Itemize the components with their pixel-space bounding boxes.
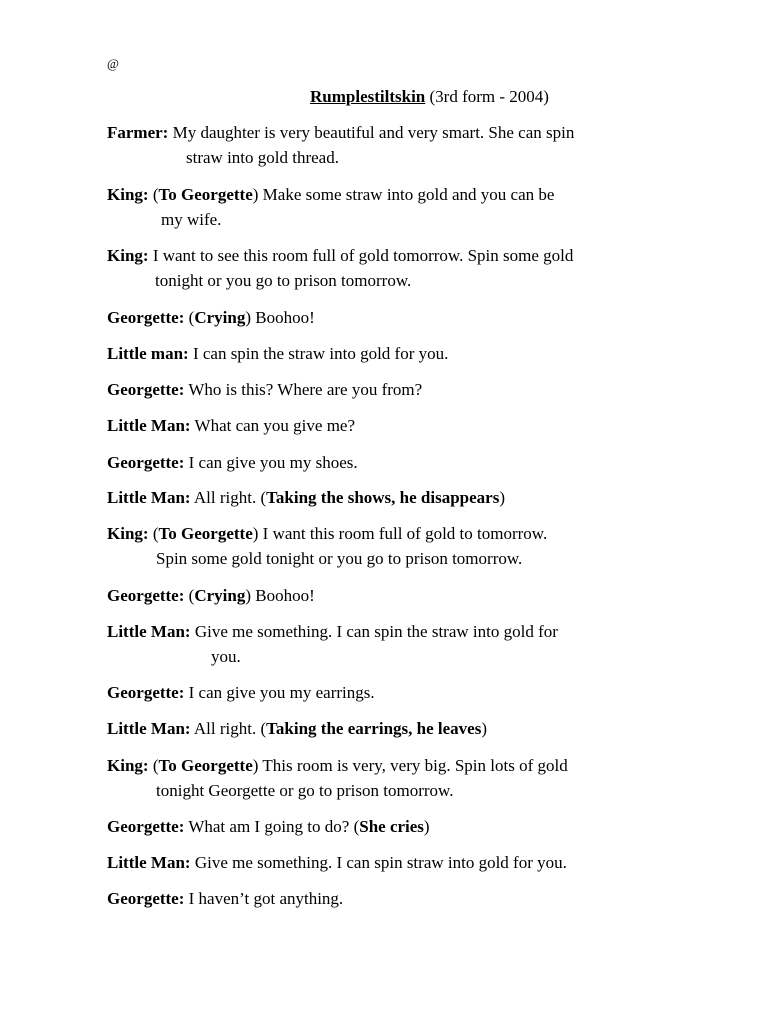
line-text: ( <box>184 308 195 327</box>
dialogue-line <box>107 853 567 873</box>
stage-direction: She cries <box>359 817 424 836</box>
dialogue-line <box>107 524 547 544</box>
line-text: My daughter is very beautiful and very smart. She can spin <box>168 123 575 142</box>
speaker-name: Little Man: <box>107 416 191 435</box>
dialogue-line <box>107 416 355 436</box>
line-continuation: my wife. <box>161 210 222 229</box>
speaker-name: Farmer: <box>107 123 169 142</box>
line-text: ) I want this room full of gold to tomorrow. <box>252 524 548 543</box>
line-continuation: straw into gold thread. <box>186 148 339 167</box>
line-text: All right. ( <box>190 488 267 507</box>
line-text: What can you give me? <box>190 416 356 435</box>
stage-direction: Taking the earrings, he leaves <box>266 719 482 738</box>
dialogue-line <box>107 622 558 642</box>
line-text: ( <box>148 524 159 543</box>
dialogue-line <box>107 719 487 739</box>
line-text: Give me something. I can spin the straw into gold for <box>190 622 558 641</box>
document-title <box>310 87 549 107</box>
line-text: ( <box>148 756 159 775</box>
line-text: ) Boohoo! <box>245 308 315 327</box>
dialogue-line <box>107 488 505 508</box>
dialogue-line <box>107 586 315 606</box>
speaker-name: Georgette: <box>107 453 185 472</box>
dialogue-line <box>107 889 343 909</box>
speaker-name: King: <box>107 756 149 775</box>
line-text: I haven’t got anything. <box>184 889 344 908</box>
line-text: I want to see this room full of gold tomorrow. Spin some gold <box>148 246 574 265</box>
dialogue-line <box>107 756 568 776</box>
speaker-name: Georgette: <box>107 308 185 327</box>
stage-direction: Taking the shows, he disappears <box>266 488 500 507</box>
dialogue-line <box>107 185 554 205</box>
line-text: ( <box>148 185 159 204</box>
dialogue-line <box>107 380 422 400</box>
stage-direction: To Georgette <box>158 756 253 775</box>
speaker-name: King: <box>107 524 149 543</box>
line-text: ) Boohoo! <box>245 586 315 605</box>
line-text: I can give you my shoes. <box>184 453 358 472</box>
line-text: ( <box>184 586 195 605</box>
line-text: I can spin the straw into gold for you. <box>188 344 449 363</box>
at-marker: @ <box>107 56 119 71</box>
speaker-name: Little Man: <box>107 853 191 872</box>
stage-direction: Crying <box>194 586 246 605</box>
speaker-name: Little Man: <box>107 719 191 738</box>
dialogue-line <box>107 123 574 143</box>
stage-direction: To Georgette <box>158 524 253 543</box>
speaker-name: Little man: <box>107 344 189 363</box>
line-continuation: tonight Georgette or go to prison tomorrow. <box>156 781 454 800</box>
stage-direction: To Georgette <box>158 185 253 204</box>
line-text: ) <box>481 719 487 738</box>
dialogue-line <box>107 308 315 328</box>
speaker-name: Little Man: <box>107 488 191 507</box>
speaker-name: King: <box>107 185 149 204</box>
line-text: Who is this? Where are you from? <box>184 380 423 399</box>
speaker-name: Georgette: <box>107 586 185 605</box>
title-main: Rumplestiltskin <box>310 87 426 106</box>
line-text: ) <box>499 488 506 507</box>
line-continuation: tonight or you go to prison tomorrow. <box>155 271 412 290</box>
title-rest: (3rd form - 2004) <box>425 87 549 106</box>
dialogue-line <box>107 453 358 473</box>
speaker-name: Georgette: <box>107 683 185 702</box>
dialogue-line <box>107 344 448 364</box>
speaker-name: Georgette: <box>107 817 185 836</box>
line-continuation: you. <box>211 647 241 666</box>
line-continuation: Spin some gold tonight or you go to prison tomorrow. <box>156 549 523 568</box>
line-text: Give me something. I can spin straw into gold for you. <box>190 853 567 872</box>
dialogue-line <box>107 683 375 703</box>
line-text: All right. ( <box>190 719 267 738</box>
speaker-name: King: <box>107 246 149 265</box>
line-text: I can give you my earrings. <box>184 683 375 702</box>
line-text: ) This room is very, very big. Spin lots of gold <box>252 756 568 775</box>
line-text: What am I going to do? ( <box>184 817 360 836</box>
stage-direction: Crying <box>194 308 246 327</box>
speaker-name: Little Man: <box>107 622 191 641</box>
speaker-name: Georgette: <box>107 889 185 908</box>
line-text: ) Make some straw into gold and you can be <box>252 185 555 204</box>
speaker-name: Georgette: <box>107 380 185 399</box>
line-text: ) <box>423 817 430 836</box>
dialogue-line <box>107 246 573 266</box>
dialogue-line <box>107 817 430 837</box>
